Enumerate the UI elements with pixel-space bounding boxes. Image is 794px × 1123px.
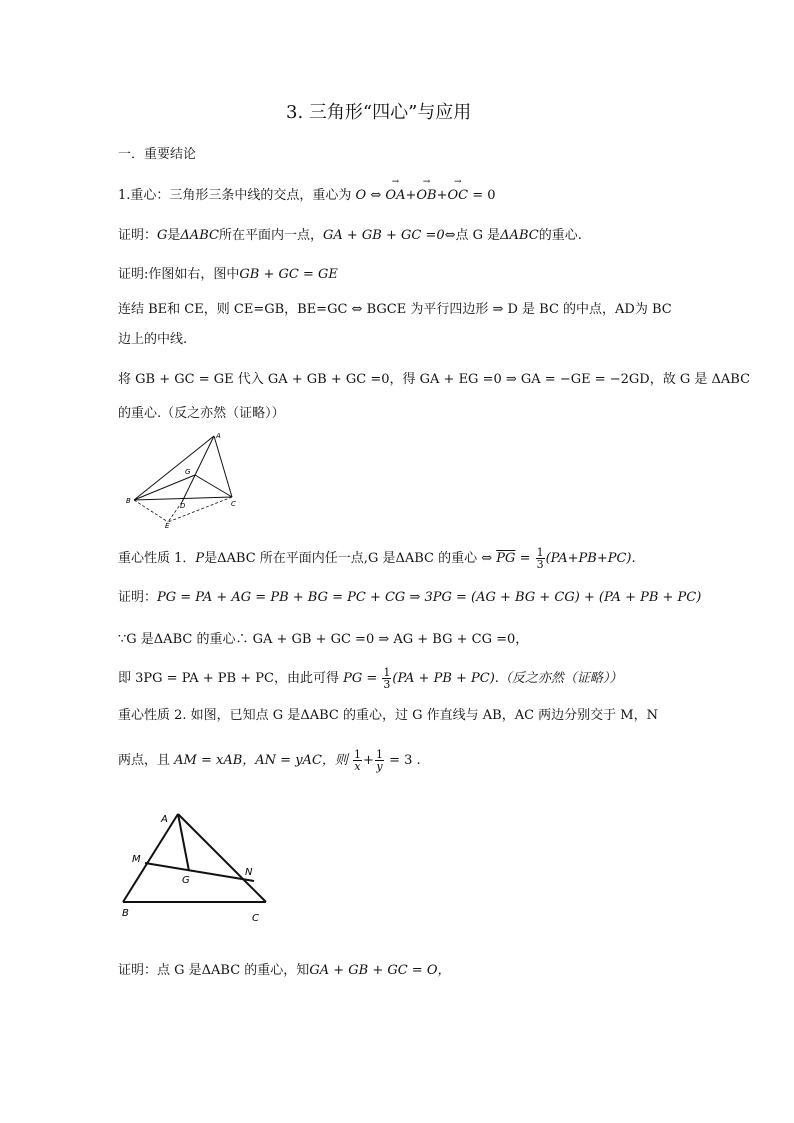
paragraph-line: 边上的中线. xyxy=(118,332,188,347)
proof-line-1: 证明：G是ΔABC所在平面内一点，GA + GB + GC =0⇔点 G 是ΔABC的重心. xyxy=(118,228,582,243)
label-b: B xyxy=(126,497,131,505)
line-mn xyxy=(145,863,254,881)
segment-be xyxy=(134,500,168,522)
label-c: C xyxy=(252,913,259,924)
paragraph-line: 将 GB + GC = GE 代入 GA + GB + GC =0，得 GA + EG =0 ⇒ GA = −GE = −2GD，故 G 是 ΔABC xyxy=(118,372,751,387)
edge-ac xyxy=(178,814,266,902)
segment-ce xyxy=(168,497,232,522)
label-d: D xyxy=(180,502,186,510)
property-1-line: ∵G 是ΔABC 的重心∴ GA + GB + GC =0 ⇒ AG + BG + CG =0， xyxy=(118,632,529,647)
label-a: A xyxy=(216,432,221,440)
property-2: 重心性质 2. 如图，已知点 G 是ΔABC 的重心，过 G 作直线与 AB，AC 两边分别交于 M，N xyxy=(118,708,658,723)
paragraph-line: 的重心.（反之亦然（证略）） xyxy=(118,406,285,421)
section-heading: 一．重要结论 xyxy=(118,147,197,162)
property-1: 重心性质 1．P是ΔABC 所在平面内任一点,G 是ΔABC 的重心 ⇔ $\overline{PG}$ = $\frac{1}{3}$ (PA+PB+PC). xyxy=(118,546,636,571)
label-a: A xyxy=(161,814,168,825)
label-m: M xyxy=(132,854,141,865)
property-2-condition: 两点，且 AM = xAB，AN = yAC，则 $\frac{1}{x}$ + $\frac{1}{y}$ = 3 . xyxy=(118,748,421,773)
label-n: N xyxy=(245,867,253,878)
edge-ab xyxy=(134,436,214,500)
centroid-definition: 1.重心：三角形三条中线的交点，重心为 O ⇔ → OA+→ OB+→ OC = 0 xyxy=(118,187,496,205)
proof-line-3: 证明：点 G 是ΔABC 的重心，知GA + GB + GC = O， xyxy=(118,963,451,978)
page-title: 3. 三角形“四心”与应用 xyxy=(286,102,472,123)
mn-line-figure xyxy=(118,808,278,926)
label-c: C xyxy=(231,500,236,508)
paragraph-line: 连结 BE和 CE，则 CE=GB，BE=GC ⇔ BGCE 为平行四边形 ⇒ D 是 BC 的中点，AD为 BC xyxy=(118,302,672,317)
proof-line-2: 证明:作图如右，图中GB + GC = GE xyxy=(118,267,338,282)
label-g: G xyxy=(182,875,190,886)
segment-bg xyxy=(134,475,195,500)
label-b: B xyxy=(122,908,129,919)
property-1-conclusion: 即 3PG = PA + PB + PC，由此可得 PG = $\frac{1}{3}$ (PA + PB + PC).（反之亦然（证略）） xyxy=(118,666,623,691)
fraction-one-third: $\frac{1}{3}$ xyxy=(536,546,544,571)
property-1-proof: 证明：PG = PA + AG = PB + BG = PC + CG ⇒ 3PG = (AG + BG + CG) + (PA + PB + PC) xyxy=(118,590,702,605)
label-g: G xyxy=(185,468,191,476)
centroid-figure xyxy=(118,430,248,530)
label-e: E xyxy=(165,522,170,530)
